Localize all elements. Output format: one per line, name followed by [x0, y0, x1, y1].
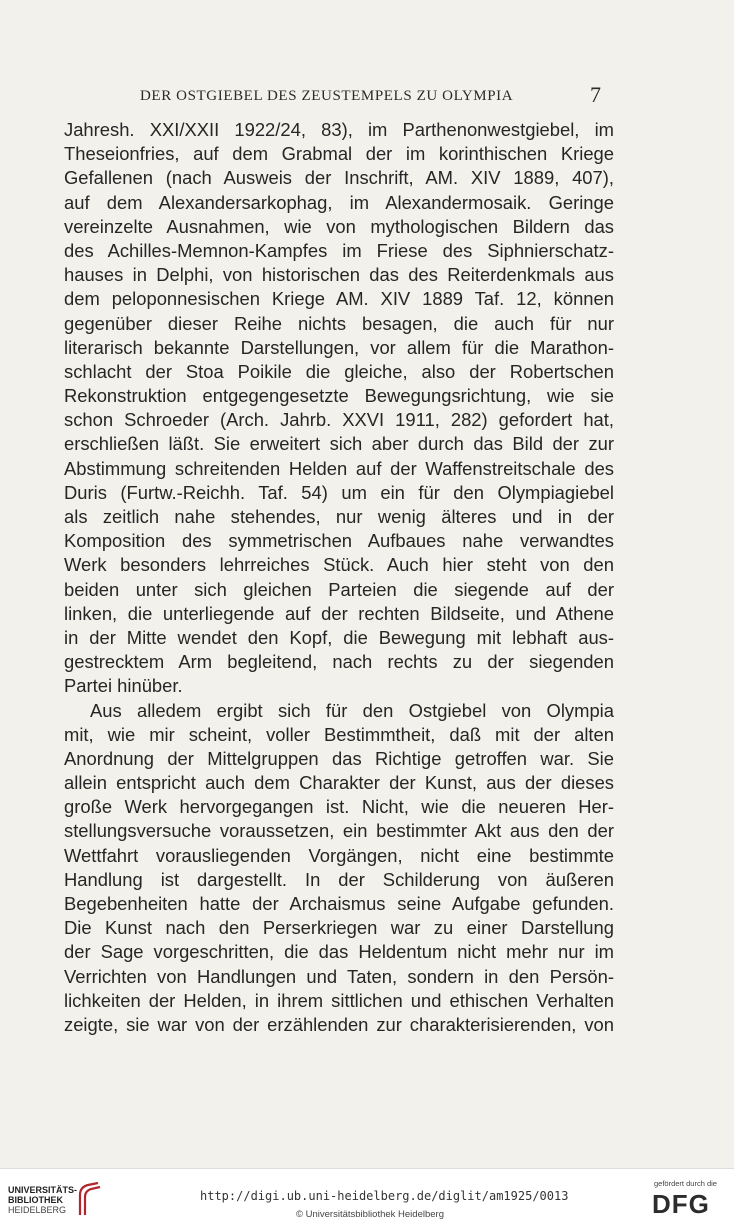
body-text	[64, 118, 614, 1037]
text-line: Komposition des symmetrischen Aufbaues nahe verwandtes	[64, 530, 614, 552]
text-line: lichkeiten der Helden, in ihrem sittlichen und ethischen Verhalten	[64, 989, 614, 1011]
text-line: Theseionfries, auf dem Grabmal der im korinthischen Kriege	[64, 143, 614, 165]
text-line: vereinzelte Ausnahmen, wie von mythologischen Bildern das	[64, 215, 614, 237]
text-line: als zeitlich nahe stehendes, nur wenig älteres und in der	[64, 506, 614, 527]
text-line: Gefallenen (nach Ausweis der Inschrift, AM. XIV 1889, 407),	[64, 167, 614, 189]
copyright-text: © Universitätsbibliothek Heidelberg	[296, 1209, 444, 1220]
text-line: Aus alledem ergibt sich für den Ostgiebel von Olympia	[90, 699, 614, 721]
text-line: der Sage vorgeschritten, die das Heldentum nicht mehr nur im	[64, 941, 614, 963]
dfg-logo[interactable]: DFG	[652, 1189, 710, 1219]
funding-note: gefördert durch die	[654, 1179, 717, 1188]
text-line: schon Schroeder (Arch. Jahrb. XXVI 1911, 282) gefordert hat,	[64, 409, 614, 431]
text-line: Rekonstruktion entgegengesetzte Bewegungsrichtung, wie sie	[64, 385, 614, 407]
page-number: 7	[590, 82, 601, 107]
text-line: des Achilles-Memnon-Kampfes im Friese des Siphnierschatz-	[64, 239, 614, 261]
library-mark-icon	[76, 1181, 102, 1217]
text-line: dem peloponnesischen Kriege AM. XIV 1889 Taf. 12, können	[64, 288, 614, 310]
text-line: große Werk hervorgegangen ist. Nicht, wie die neueren Her-	[64, 796, 614, 818]
running-title: DER OSTGIEBEL DES ZEUSTEMPELS ZU OLYMPIA	[140, 88, 514, 104]
text-line: Wettfahrt vorausliegenden Vorgängen, nicht eine bestimmte	[64, 844, 614, 866]
text-line: mit, wie mir scheint, voller Bestimmtheit, daß mit der alten	[64, 723, 614, 745]
text-line: Die Kunst nach den Perserkriegen war zu einer Darstellung	[64, 917, 614, 939]
text-line: Anordnung der Mittelgruppen das Richtige getroffen war. Sie	[64, 747, 614, 769]
text-line: allein entspricht auch dem Charakter der Kunst, aus der dieses	[64, 772, 614, 794]
text-line: gestrecktem Arm begleitend, nach rechts zu der siegenden	[64, 651, 614, 673]
footer-bar	[0, 1168, 734, 1228]
text-line: in der Mitte wendet den Kopf, die Bewegung mit lebhaft aus-	[64, 626, 614, 648]
text-line: Abstimmung schreitenden Helden auf der Waffenstreitschale des	[64, 457, 614, 479]
text-line: zeigte, sie war von der erzählenden zur charakterisierenden, von	[64, 1013, 614, 1035]
text-line: linken, die unterliegende auf der rechten Bildseite, und Athene	[64, 602, 614, 624]
text-line: stellungsversuche voraussetzen, ein bestimmter Akt aus den der	[64, 820, 614, 842]
text-line: beiden unter sich gleichen Parteien die siegende auf der	[64, 578, 614, 600]
library-name-line2: BIBLIOTHEK	[8, 1195, 63, 1205]
text-line: Jahresh. XXI/XXII 1922/24, 83), im Parthenonwestgiebel, im	[64, 119, 614, 140]
text-line: Handlung ist dargestellt. In der Schilderung von äußeren	[64, 868, 614, 890]
library-name-line3: HEIDELBERG	[8, 1205, 67, 1215]
text-line: Verrichten von Handlungen und Taten, sondern in den Persön-	[64, 965, 614, 987]
text-line: gegenüber dieser Reihe nichts besagen, die auch für nur	[64, 312, 614, 334]
text-line: hauses in Delphi, von historischen das des Reiterdenkmals aus	[64, 264, 614, 286]
text-line: Begebenheiten hatte der Archaismus seine Aufgabe gefunden.	[64, 893, 614, 914]
text-line: erschließen läßt. Sie erweitert sich aber durch das Bild der zur	[64, 433, 614, 455]
source-url-link[interactable]: http://digi.ub.uni-heidelberg.de/diglit/am1925/0013	[200, 1189, 569, 1203]
library-logo[interactable]	[8, 1185, 77, 1215]
text-line: literarisch bekannte Darstellungen, vor allem für die Marathon-	[64, 336, 614, 358]
text-line: Duris (Furtw.-Reichh. Taf. 54) um ein für den Olympiagiebel	[64, 481, 614, 503]
text-line: Partei hinüber.	[64, 675, 183, 697]
text-line: Werk besonders lehrreiches Stück. Auch hier steht von den	[64, 554, 614, 576]
library-name-line1: UNIVERSITÄTS-	[8, 1185, 78, 1195]
text-line: auf dem Alexandersarkophag, im Alexandermosaik. Geringe	[64, 191, 614, 213]
text-line: schlacht der Stoa Poikile die gleiche, also der Robertschen	[64, 360, 614, 382]
